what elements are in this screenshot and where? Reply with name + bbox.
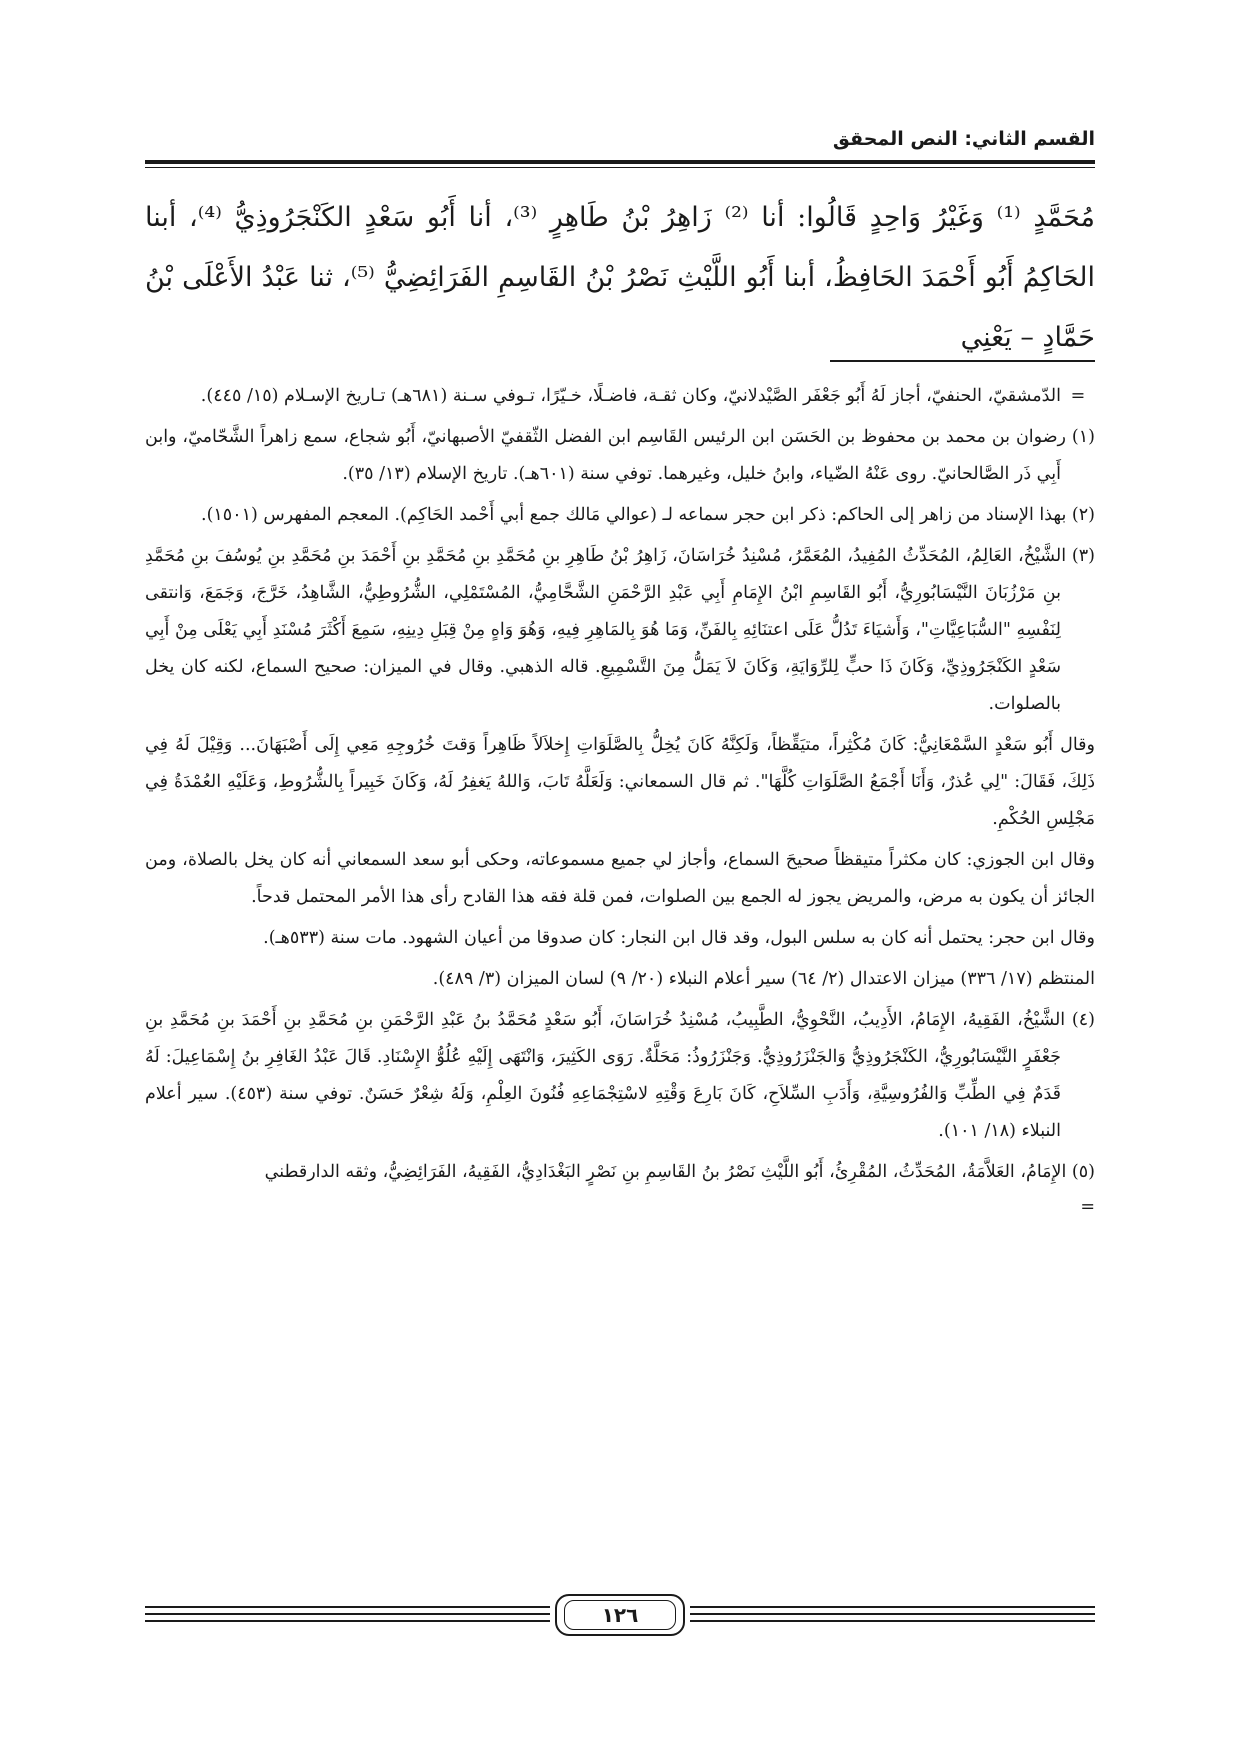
footer-rule-right-3 — [690, 1620, 1095, 1622]
continuation-marker: = — [1070, 386, 1086, 406]
footnote-3: (٣) الشَّيْخُ، العَالِمُ، المُحَدِّثُ المُفِيدُ، المُعَمَّرُ، مُسْنِدُ خُرَاسَانَ، زَاهِرُ بْنُ طَاهِرِ بنِ مُحَمَّدِ بنِ مُحَمَّدِ بنِ أَحْمَدَ بنِ مُحَمَّدِ بنِ يُوسُفَ بنِ مُحَمَّدِ بنِ مَرْزُبَانَ النَّيْسَابُورِيُّ، أَبُو القَاسِمِ ابْنُ الإِمَامِ أَبِي عَبْدِ الرَّحْمَنِ الشَّحَّامِيُّ، المُسْتَمْلِي، الشُّرُوطِيُّ، الشَّاهِدُ، خَرَّجَ، وَجَمَعَ، وَانتقى لِنَفْسِهِ "السُّبَاعِيَّاتِ"، وَأَشيَاءَ تَدُلُّ عَلَى اعتنَائِهِ بِالفَنِّ، وَمَا هُوَ بِالمَاهِرِ فِيهِ، وَهُوَ وَاهٍ مِنْ قِبَلِ دِينِهِ، سَمِعَ أَكْثَرَ مُسْنَدِ أَبِي يَعْلَى مِنْ أَبِي سَعْدٍ الكَنْجَرُوذِيِّ، وَكَانَ ذَا حبٍّ لِلرِّوَايَةِ، وَكَانَ لاَ يَمَلُّ مِنَ التَّسْمِيعِ. قاله الذهبي. وقال في الميزان: صحيح السماع، لكنه كان يخل بالصلوات. — [145, 546, 1095, 714]
footnote-3-paragraph-samani: وقال أَبُو سَعْدٍ السَّمْعَانِيُّ: كَانَ مُكْثِراً، متيَقِّظاً، وَلَكِنَّهُ كَانَ يُخِلُّ بِالصَّلَوَاتِ إِخلاَلاً ظَاهِراً وَقتَ خُرُوجِهِ مَعِي إِلَى أَصْبَهَانَ... وَقِيْلَ لَهُ فِي ذَلِكَ، فَقَالَ: "لِي عُذرٌ، وَأَنَا أَجْمَعُ الصَّلَوَاتِ كُلَّهَا". ثم قال السمعاني: وَلَعَلَّهُ تَابَ، وَاللهُ يَغفِرُ لَهُ، وَكَانَ خَبِيراً بِالشُّرُوطِ، وَعَلَيْهِ العُمْدَةُ فِي مَجْلِسِ الحُكْمِ. — [145, 735, 1095, 829]
footnote-4: (٤) الشَّيْخُ، الفَقِيهُ، الإِمَامُ، الأَدِيبُ، النَّحْوِيُّ، الطَّبِيبُ، مُسْنِدُ خُرَاسَانَ، أَبُو سَعْدٍ مُحَمَّدُ بنُ عَبْدِ الرَّحْمَنِ بنِ مُحَمَّدِ بنِ أَحْمَدَ بنِ مُحَمَّدِ بنِ جَعْفَرٍ النَّيْسَابُورِيُّ، الكَنْجَرُوذِيُّ وَالجَنْزَرُوذِيُّ. وَجَنْزَرُوذُ: مَحَلَّةٌ. رَوَى الكَثِيرَ، وَانْتَهَى إِلَيْهِ عُلُوُّ الإِسْنَادِ. قَالَ عَبْدُ الغَافِرِ بنُ إِسْمَاعِيلَ: لَهُ قَدَمٌ فِي الطِّبِّ وَالفُرُوسِيَّةِ، وَأَدَبِ السِّلاَحِ، كَانَ بَارِعَ وَقْتِهِ لاسْتِجْمَاعِهِ فُنُونَ العِلْمِ، وَلَهُ شِعْرٌ حَسَنٌ. توفي سنة (٤٥٣). سير أعلام النبلاء (١٨/ ١٠١). — [145, 1010, 1095, 1141]
footnotes — [145, 378, 1095, 1223]
footnote-continuation — [145, 378, 1095, 415]
footnote-5: (٥) الإِمَامُ، العَلاَّمَةُ، المُحَدِّثُ، المُقْرِئُ، أَبُو اللَّيْثِ نَصْرُ بنُ القَاسِمِ بنِ نَصْرٍ البَغْدَادِيُّ، الفَقِيهُ، الفَرَائِضِيُّ، وثقه الدارقطني — [264, 1162, 1095, 1182]
footer-rule-left-2 — [145, 1613, 550, 1615]
running-header: القسم الثاني: النص المحقق — [832, 128, 1095, 150]
page-number: ١٢٦ — [564, 1600, 676, 1630]
footnote-1: (١) رضوان بن محمد بن محفوظ بن الحَسَن ابن الرئيس القَاسِم ابن الفضل الثّقفيّ الأصبهانيّ، أَبُو شجاع، سمع زاهراً الشَّحّاميّ، وابن أَبِي ذَر الصَّالحانيّ. روى عَنْهُ الضّياء، وابنُ خليل، وغيرهما. توفي سنة (٦٠١هـ). تاريخ الإسلام (١٣/ ٣٥). — [145, 427, 1095, 484]
continuation-marker-next: = — [1080, 1197, 1095, 1217]
footer-rule-right-1 — [690, 1606, 1095, 1608]
header-rule-thick — [145, 160, 1095, 164]
page-number-box — [555, 1594, 685, 1636]
header-rule-thin — [145, 167, 1095, 168]
footnote-3-paragraph-ibn-jawzi: وقال ابن الجوزي: كان مكثراً متيقظاً صحيحَ السماع، وأجاز لي جميع مسموعاته، وحكى أبو سعد السمعاني أنه كان يخل بالصلاة، ومن الجائز أن يكون به مرض، والمريض يجوز له الجمع بين الصلوات، فمن قلة فقه هذا القادح رأى هذا الأمر المحتمل قدحاً. — [145, 850, 1095, 907]
footnote-3-paragraph-ibn-hajar: وقال ابن حجر: يحتمل أنه كان به سلس البول، وقد قال ابن النجار: كان صدوقا من أعيان الشهود. مات سنة (٥٣٣هـ). — [263, 928, 1095, 948]
main-paragraph: مُحَمَّدٍ ⁽¹⁾ وَغَيْرُ وَاحِدٍ قَالُوا: أنا ⁽²⁾ زَاهِرُ بْنُ طَاهِرٍ ⁽³⁾، أنا أَبُو سَعْدٍ الكَنْجَرُوذِيُّ ⁽⁴⁾، أبنا الحَاكِمُ أَبُو أَحْمَدَ الحَافِظُ، أبنا أَبُو اللَّيْثِ نَصْرُ بْنُ القَاسِمِ الفَرَائِضِيُّ ⁽⁵⁾، ثنا عَبْدُ الأَعْلَى بْنُ حَمَّادٍ – يَعْنِي — [145, 202, 1095, 353]
footer-rule-right-2 — [690, 1613, 1095, 1615]
footnote-3-sources: المنتظم (١٧/ ٣٣٦) ميزان الاعتدال (٢/ ٦٤) سير أعلام النبلاء (٢٠/ ٩) لسان الميزان (٣/ ٤٨٩). — [432, 969, 1095, 989]
footer-rule-left-1 — [145, 1606, 550, 1608]
footnote-separator — [830, 360, 1095, 362]
main-text — [145, 188, 1095, 368]
continuation-text: الدّمشقيّ، الحنفيّ، أجاز لَهُ أَبُو جَعْفَر الصَّيْدلانيّ، وكان ثقـة، فاضـلًا، خـيّرًا، تـوفي سـنة (٦٨١هـ) تـاريخ الإسـلام (١٥/ ٤٤٥). — [200, 386, 1061, 406]
footer-rule-left-3 — [145, 1620, 550, 1622]
footnote-2: (٢) بهذا الإسناد من زاهر إلى الحاكم: ذكر ابن حجر سماعه لـ (عوالي مَالك جمع أبي أَحْمد الحَاكِم). المعجم المفهرس (١٥٠١). — [201, 505, 1095, 525]
